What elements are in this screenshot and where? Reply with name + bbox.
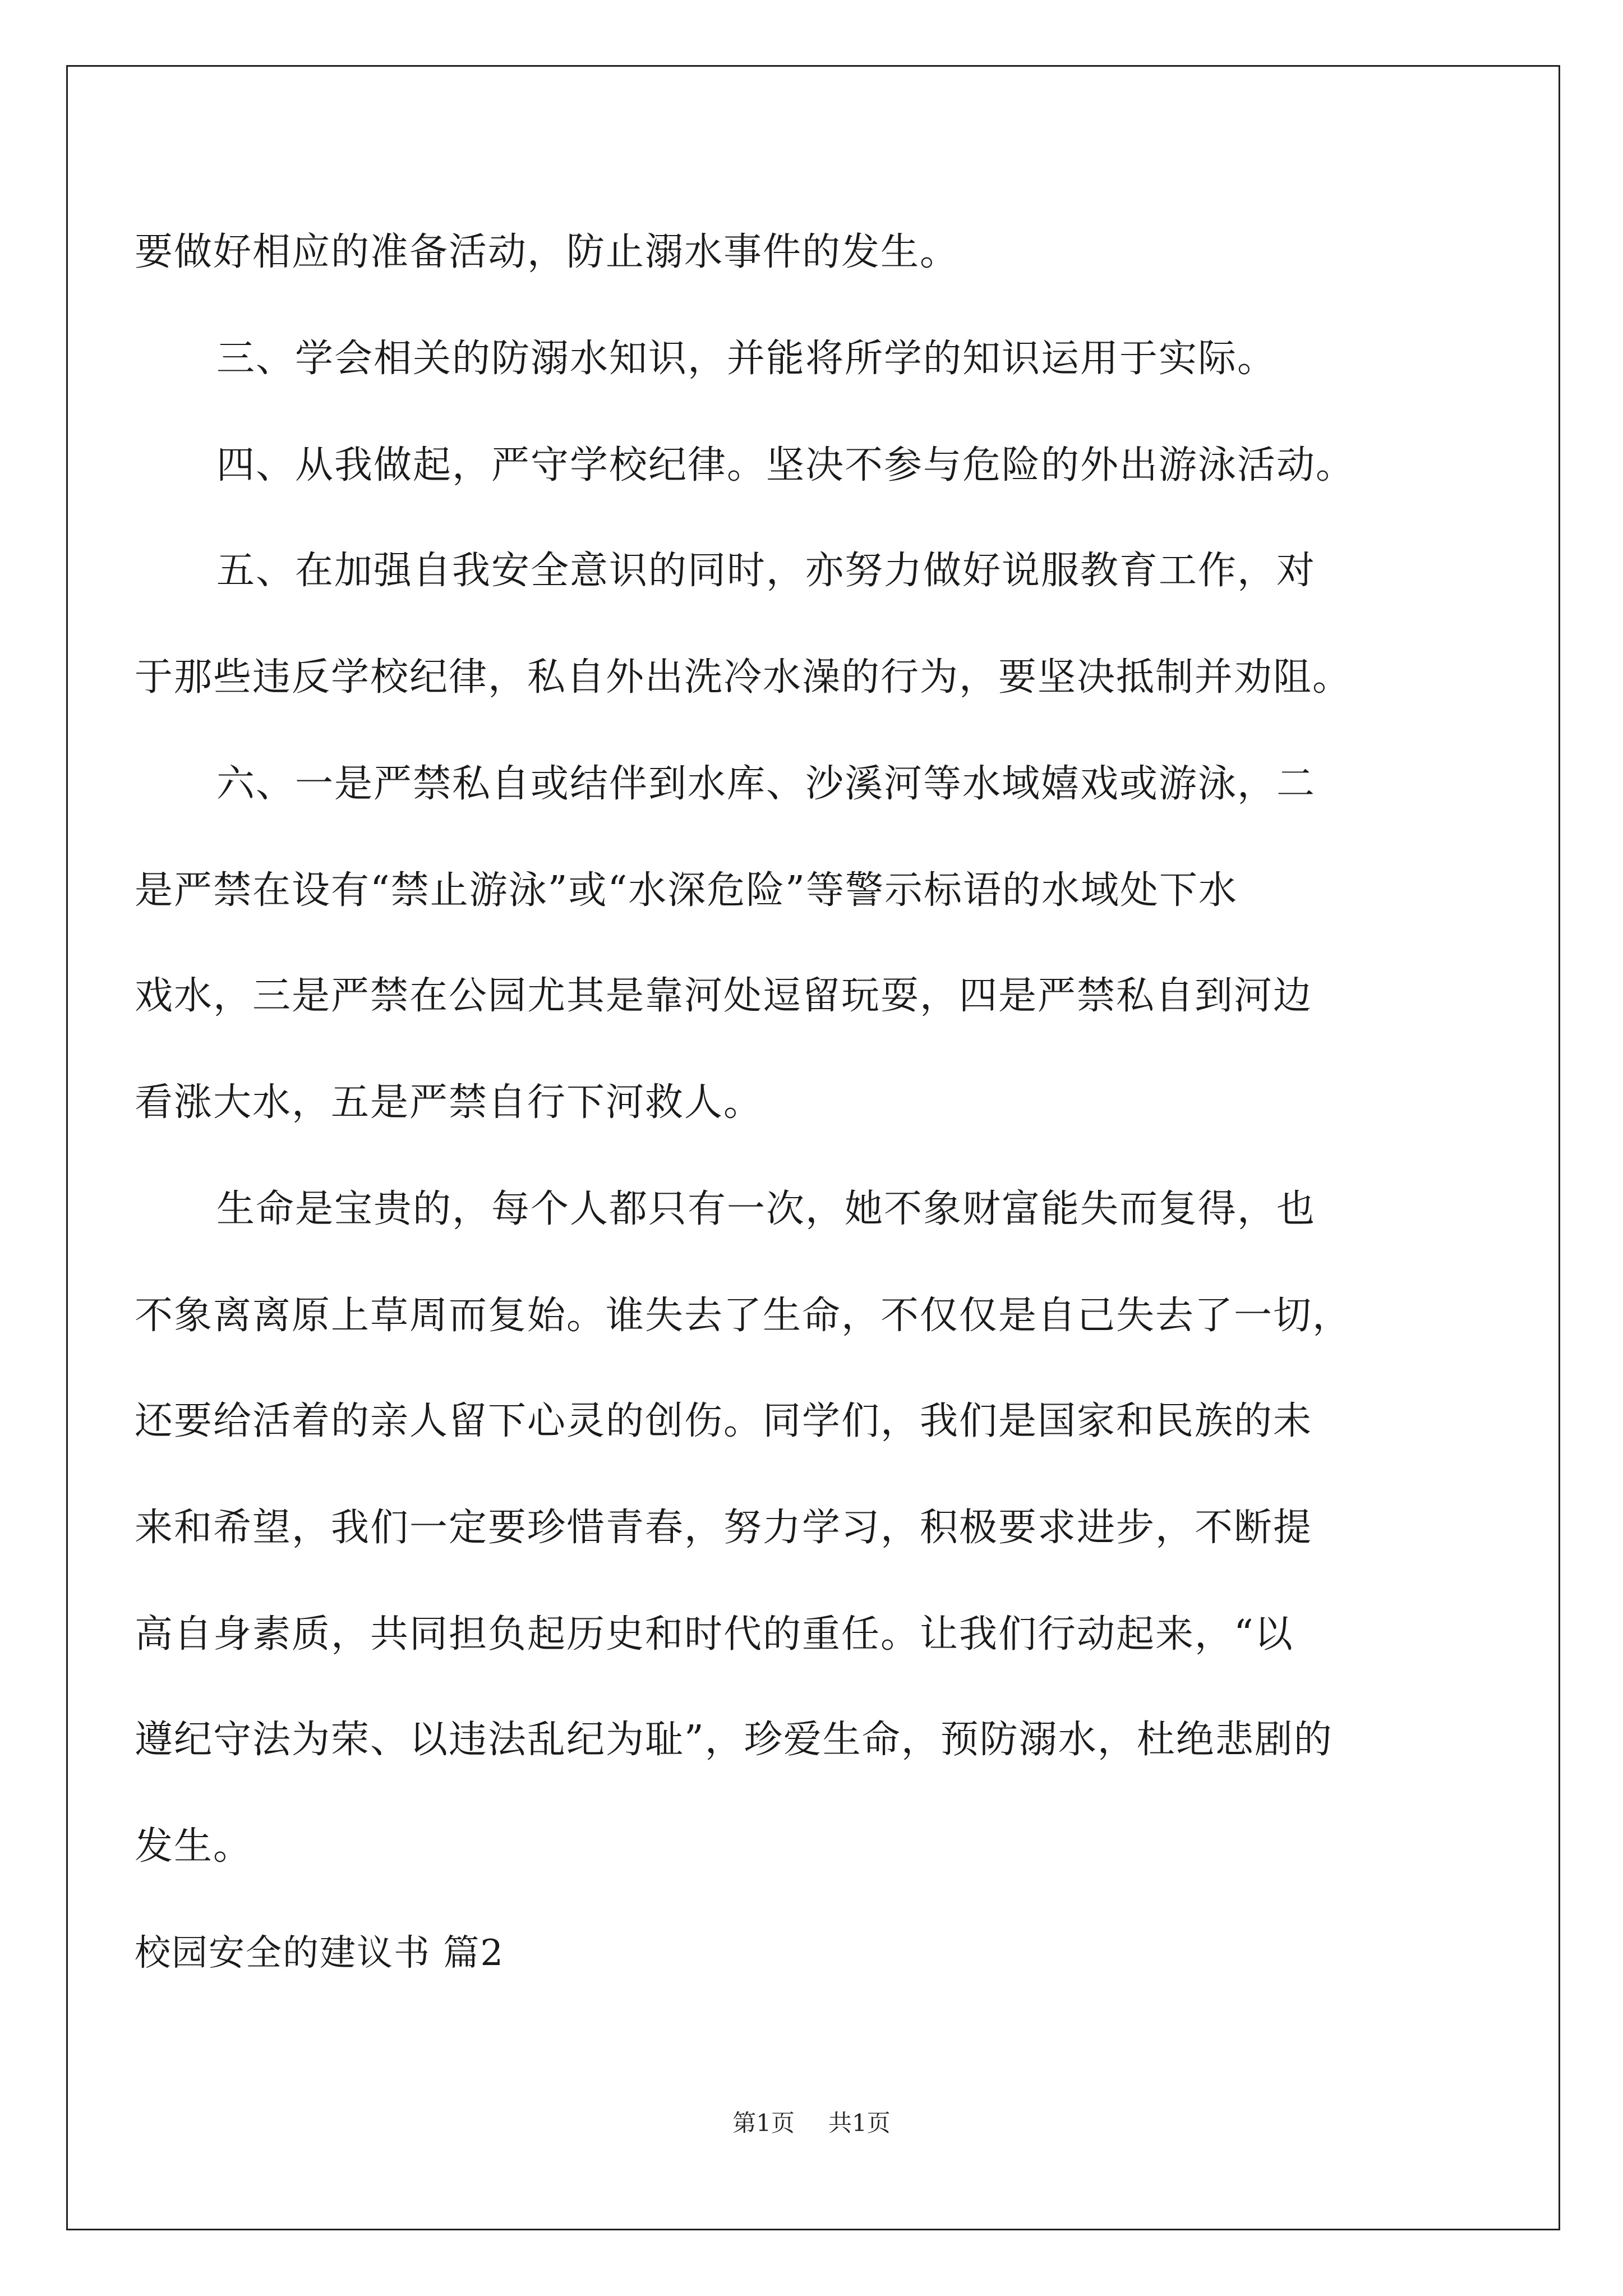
text-line: 五、在加强自我安全意识的同时，亦努力做好说服教育工作，对 bbox=[216, 549, 1316, 593]
text-line: 四、从我做起，严守学校纪律。坚决不参与危险的外出游泳活动。 bbox=[216, 443, 1355, 487]
page-border bbox=[66, 65, 1560, 2230]
text-line: 不象离离原上草周而复始。谁失去了生命，不仅仅是自己失去了一切， bbox=[135, 1294, 1352, 1338]
text-line: 高自身素质，共同担负起历史和时代的重任。让我们行动起来，“以 bbox=[135, 1612, 1294, 1657]
page-footer bbox=[0, 2106, 1623, 2140]
text-line: 要做好相应的准备活动，防止溺水事件的发生。 bbox=[135, 230, 960, 274]
text-line: 看涨大水，五是严禁自行下河救人。 bbox=[135, 1080, 763, 1125]
text-line: 是严禁在设有“禁止游泳”或“水深危险”等警示标语的水域处下水 bbox=[135, 868, 1238, 913]
page-number: 第1页 bbox=[732, 2109, 795, 2137]
section-heading: 校园安全的建议书 篇2 bbox=[135, 1932, 505, 1974]
text-line: 三、学会相关的防溺水知识，并能将所学的知识运用于实际。 bbox=[216, 337, 1277, 381]
text-line: 六、一是严禁私自或结伴到水库、沙溪河等水域嬉戏或游泳，二 bbox=[216, 762, 1316, 806]
text-line: 还要给活着的亲人留下心灵的创伤。同学们，我们是国家和民族的未 bbox=[135, 1399, 1313, 1443]
page-total: 共1页 bbox=[828, 2109, 891, 2137]
text-line: 戏水，三是严禁在公园尤其是靠河处逗留玩耍，四是严禁私自到河边 bbox=[135, 974, 1313, 1018]
text-line: 来和希望，我们一定要珍惜青春，努力学习，积极要求进步，不断提 bbox=[135, 1506, 1313, 1550]
text-line: 发生。 bbox=[135, 1824, 253, 1869]
text-line: 于那些违反学校纪律，私自外出洗冷水澡的行为，要坚决抵制并劝阻。 bbox=[135, 655, 1352, 700]
text-line: 遵纪守法为荣、以违法乱纪为耻”，珍爱生命，预防溺水，杜绝悲剧的 bbox=[135, 1718, 1333, 1762]
text-line: 生命是宝贵的，每个人都只有一次，她不象财富能失而复得，也 bbox=[216, 1187, 1316, 1231]
